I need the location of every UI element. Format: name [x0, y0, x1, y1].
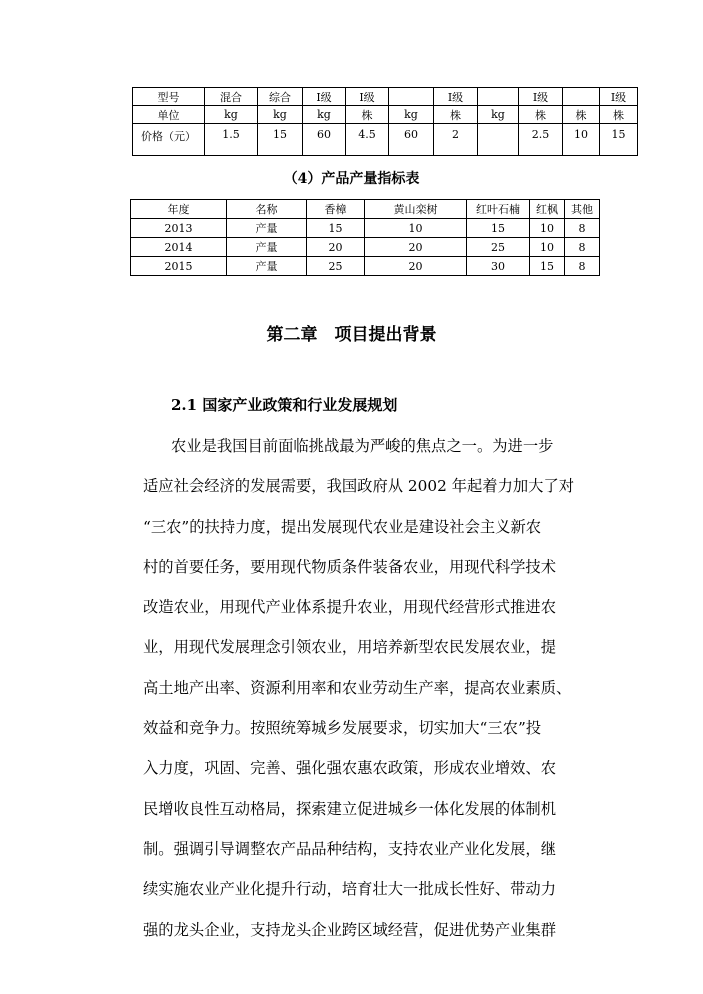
- column-header: 名称: [227, 200, 307, 219]
- table-row: [131, 238, 600, 257]
- table-cell: 10: [563, 124, 600, 156]
- table-cell: kg: [303, 106, 346, 124]
- table-cell: Ⅰ级: [346, 88, 389, 106]
- paragraph-line: 农业是我国目前面临挑战最为严峻的焦点之一。为进一步: [171, 437, 554, 455]
- table-cell: kg: [478, 106, 519, 124]
- table-cell: 20: [365, 257, 467, 276]
- table-cell: 混合: [205, 88, 258, 106]
- table-cell: 10: [530, 238, 565, 257]
- table-cell: 产量: [227, 219, 307, 238]
- table-cell: 15: [307, 219, 365, 238]
- paragraph-line: 入力度，巩固、完善、强化强农惠农政策，形成农业增效、农: [143, 759, 557, 778]
- table-cell: 株: [434, 106, 478, 124]
- table-cell: 10: [365, 219, 467, 238]
- table-cell: 60: [389, 124, 434, 156]
- table-cell: Ⅰ级: [519, 88, 563, 106]
- table-cell: Ⅰ级: [600, 88, 638, 106]
- column-header: 黄山栾树: [365, 200, 467, 219]
- table-cell: Ⅰ级: [434, 88, 478, 106]
- table-cell: 25: [467, 238, 530, 257]
- table-cell: 株: [519, 106, 563, 124]
- paragraph-line: “三农”的扶持力度，提出发展现代农业是建设社会主义新农: [143, 517, 542, 536]
- table-cell: 价格（元）: [133, 124, 205, 156]
- paragraph-line: 高土地产出率、资源利用率和农业劳动生产率，提高农业素质、: [143, 678, 572, 697]
- chapter-title: 第二章 项目提出背景: [266, 325, 437, 345]
- output-table-title: （4）产品产量指标表: [283, 171, 420, 187]
- paragraph-line: 村的首要任务，要用现代物质条件装备农业，用现代科学技术: [143, 557, 557, 576]
- table-cell: 2.5: [519, 124, 563, 156]
- table-cell: 20: [365, 238, 467, 257]
- table-cell: Ⅰ级: [303, 88, 346, 106]
- table-cell: 15: [258, 124, 303, 156]
- table-cell: 2: [434, 124, 478, 156]
- table-cell: 8: [565, 238, 600, 257]
- table-cell: 产量: [227, 257, 307, 276]
- table-cell: 15: [467, 219, 530, 238]
- column-header: 红叶石楠: [467, 200, 530, 219]
- table-cell: 8: [565, 257, 600, 276]
- table-cell: 株: [563, 106, 600, 124]
- column-header: 年度: [131, 200, 227, 219]
- table-cell: 2013: [131, 219, 227, 238]
- table-cell: kg: [205, 106, 258, 124]
- paragraph-line: 续实施农业产业化提升行动，培育壮大一批成长性好、带动力: [143, 880, 557, 899]
- price-table: [132, 87, 638, 156]
- section-title: 2.1 国家产业政策和行业发展规划: [171, 396, 398, 414]
- table-cell: 株: [600, 106, 638, 124]
- paragraph-line: 强的龙头企业，支持龙头企业跨区域经营，促进优势产业集群: [143, 920, 557, 939]
- table-cell: kg: [258, 106, 303, 124]
- table-header-row: [131, 200, 600, 219]
- table-cell: 2015: [131, 257, 227, 276]
- paragraph-line: 制。强调引导调整农产品品种结构，支持农业产业化发展，继: [143, 839, 557, 858]
- table-cell: [389, 88, 434, 106]
- paragraph-line: 改造农业，用现代产业体系提升农业，用现代经营形式推进农: [143, 598, 557, 617]
- column-header: 其他: [565, 200, 600, 219]
- table-cell: 株: [346, 106, 389, 124]
- column-header: 红枫: [530, 200, 565, 219]
- table-cell: 15: [600, 124, 638, 156]
- table-cell: 15: [530, 257, 565, 276]
- table-row: [131, 219, 600, 238]
- paragraph-line: 业，用现代发展理念引领农业，用培养新型农民发展农业，提: [143, 638, 557, 657]
- column-header: 香樟: [307, 200, 365, 219]
- table-cell: 8: [565, 219, 600, 238]
- table-cell: 25: [307, 257, 365, 276]
- table-row: [133, 88, 638, 106]
- output-table: [130, 199, 600, 276]
- table-cell: 30: [467, 257, 530, 276]
- table-cell: 4.5: [346, 124, 389, 156]
- paragraph-line: 效益和竞争力。按照统筹城乡发展要求，切实加大“三农”投: [143, 719, 542, 738]
- table-cell: kg: [389, 106, 434, 124]
- table-cell: 2014: [131, 238, 227, 257]
- table-cell: 产量: [227, 238, 307, 257]
- body-paragraph: [143, 426, 593, 950]
- table-cell: 10: [530, 219, 565, 238]
- table-cell: [478, 124, 519, 156]
- table-row: [133, 124, 638, 156]
- table-row: [133, 106, 638, 124]
- table-cell: 20: [307, 238, 365, 257]
- table-cell: 60: [303, 124, 346, 156]
- table-cell: 综合: [258, 88, 303, 106]
- table-cell: [478, 88, 519, 106]
- table-cell: [563, 88, 600, 106]
- paragraph-line: 民增收良性互动格局，探索建立促进城乡一体化发展的体制机: [143, 799, 557, 818]
- table-cell: 型号: [133, 88, 205, 106]
- table-cell: 1.5: [205, 124, 258, 156]
- table-cell: 单位: [133, 106, 205, 124]
- paragraph-line: 适应社会经济的发展需要，我国政府从 2002 年起着力加大了对: [143, 477, 575, 496]
- table-row: [131, 257, 600, 276]
